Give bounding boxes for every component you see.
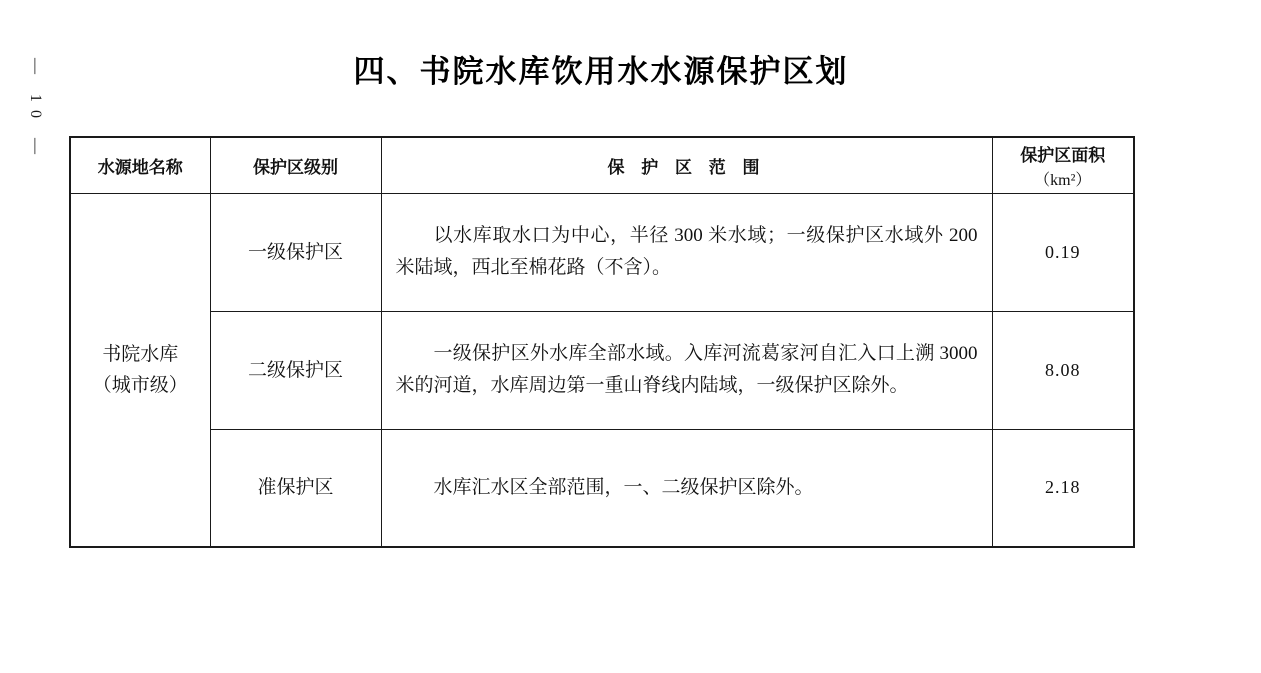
header-zone-area-label: 保护区面积 — [1020, 145, 1106, 165]
table-header-row — [70, 137, 1134, 193]
zone-scope-cell — [381, 429, 992, 547]
zone-area-cell: 8.08 — [992, 311, 1134, 429]
source-name-line2: （城市级） — [92, 374, 188, 396]
source-name-line1: 书院水库 — [102, 343, 179, 365]
zone-scope-text: 一级保护区外水库全部水域。入库河流葛家河自汇入口上溯 3000 米的河道，水库周边第一重山脊线内陆域，一级保护区除外。 — [395, 343, 978, 396]
header-zone-scope: 保 护 区 范 围 — [381, 137, 992, 193]
table-row — [70, 429, 1134, 547]
zone-scope-text: 以水库取水口为中心，半径 300 米水域；一级保护区水域外 200 米陆域，西北至棉花路（不含）。 — [395, 225, 978, 278]
header-source-name: 水源地名称 — [70, 137, 210, 193]
zone-scope-cell — [381, 193, 992, 311]
table-row — [70, 311, 1134, 429]
source-name-cell — [70, 193, 210, 547]
page-title: 四、书院水库饮用水水源保护区划 — [353, 54, 849, 89]
zone-level-cell: 二级保护区 — [210, 311, 381, 429]
header-zone-area-unit: （km²） — [1034, 171, 1092, 189]
zone-level-cell: 一级保护区 — [210, 193, 381, 311]
page-number: — 10 — — [27, 58, 44, 162]
header-zone-level: 保护区级别 — [210, 137, 381, 193]
header-zone-area — [992, 137, 1134, 193]
zone-level-cell: 准保护区 — [210, 429, 381, 547]
zone-scope-cell — [381, 311, 992, 429]
zone-area-cell: 2.18 — [992, 429, 1134, 547]
zone-scope-text: 水库汇水区全部范围，一、二级保护区除外。 — [433, 476, 814, 498]
protection-zone-table — [69, 136, 1135, 548]
zone-area-cell: 0.19 — [992, 193, 1134, 311]
table-row — [70, 193, 1134, 311]
